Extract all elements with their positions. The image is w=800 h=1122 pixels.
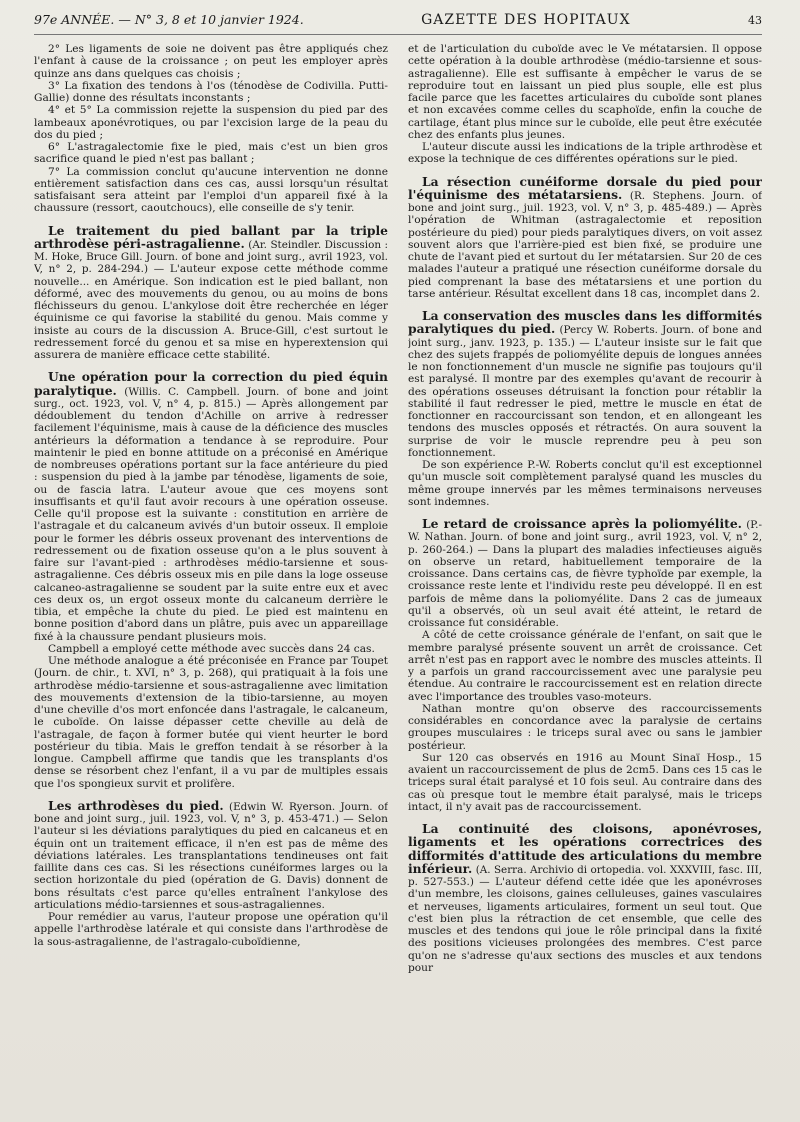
article-pied-equin xyxy=(34,371,388,790)
paragraph: Une méthode analogue a été préconisée en France par Toupet (Journ. de chir., t. XVI, n° 3, p. 268), qui pratiquait à la fois une arthrodèse médio-tarsienne et sous-astragalienne avec limitation des mouvements d'extension de la tibio-tarsienne, au moyen d'une cheville d'os mort enfoncée dans l'astragale, le calcaneum, le cuboïde. On laisse dépasser cette cheville au delà de l'astragale, de façon à former butée qui vient heurter le bord postérieur du tibia. Mais le greffon tendait à se résorber à la longue. Campbell affirme que tandis que les transplants d'os dense se résorbent chez l'enfant, il a vu par de multiples essais que l'os spongieux survit et prolifère. xyxy=(34,655,388,790)
list-item: 3° La fixation des tendons à l'os (ténodèse de Codivilla. Putti-Gallie) donne des résultats inconstants ; xyxy=(34,79,388,104)
paragraph: L'auteur discute aussi les indications de la triple arthrodèse et expose la technique de ces différentes opérations sur le pied. xyxy=(408,141,762,166)
article-conservation-muscles xyxy=(408,310,762,508)
article-title: La conservation des muscles dans les difformités paralytiques du pied. xyxy=(408,308,762,337)
two-column-body xyxy=(34,43,762,974)
article-text: Selon l'auteur si les déviations paralytiques du pied en calcaneus et en équin ont un traitement efficace, il n'en est pas de même des déviations latérales. Les transplantations tendineuses ont fait faillite dans ces cas. Si les résections cunéiformes larges ou la section horizontale du pied (opération de G. Davis) donnent de bons résultats c'est parce qu'elles entraînent l'ankylose des articulations médio-tarsiennes et sous-astragaliennes. xyxy=(34,813,388,911)
article-reference: (Willis. C. Campbell. Journ. of bone and joint surg., oct. 1923, vol. V, n° 4, p. 815.) — xyxy=(34,385,388,410)
article-text: Dans la plupart des maladies infectieuses aiguës on observe un retard, habituellement temporaire de la croissance. Dans certains cas, de fièvre typhoïde par exemple, la croissance reste lente et l'individu reste peu développé. Il en est parfois de même dans la poliomyélite. Dans 2 cas de jumeaux qu'il a observés, où un seul avait été atteint, le retard de croissance fut considérable. xyxy=(408,543,762,629)
article-title: La résection cunéiforme dorsale du pied pour l'équinisme des métatarsiens. xyxy=(408,173,762,202)
article-reference: (P.-W. Nathan. Journ. of bone and joint surg., avril 1923, vol. V, n° 2, p. 260-264.) — xyxy=(408,519,762,556)
list-item: 7° La commission conclut qu'aucune intervention ne donne entièrement satisfaction dans ces cas, aussi lorsqu'un résultat satisfaisant sera atteint par l'emploi d'un appareil fixé à la chaussure (ressort, caoutchoucs), elle conseille de s'y tenir. xyxy=(34,165,388,215)
article-retard-croissance xyxy=(408,518,762,813)
paragraph: et de l'articulation du cuboïde avec le Ve métatarsien. Il oppose cette opération à la double arthrodèse (médio-tarsienne et sous-astragalienne). Elle est suffisante à empêcher le varus de se reproduire tout en laissant un pied plus souple, elle est plus facile parce que les facettes articulaires du cuboïde sont planes et non excavées comme celles du scaphoïde, enfin la couche de cartilage, étant plus mince sur le cuboïde, elle peut être exécutée chez des enfants plus jeunes. xyxy=(408,43,762,141)
paragraph: Campbell a employé cette méthode avec succès dans 24 cas. xyxy=(48,642,375,655)
list-item: 2° Les ligaments de soie ne doivent pas être appliqués chez l'enfant à cause de la croissance ; on peut les employer après quinze ans dans quelques cas choisis ; xyxy=(34,43,388,80)
paragraph: Sur 120 cas observés en 1916 au Mount Sinaï Hosp., 15 avaient un raccourcissement de plus de 2cm5. Dans ces 15 cas le triceps sural était paralysé et 10 fois seul. Au contraire dans des cas où presque tout le membre était paralysé, mais le triceps intact, il n'y avait pas de raccourcissement. xyxy=(408,751,762,813)
article-text: L'auteur défend cette idée que les aponévroses d'un membre, les cloisons, gaines celluleuses, gaines vasculaires et nerveuses, ligaments articulaires, forment un seul tout. Que c'est bien plus la rétraction de cet ensemble, que celle des muscles et des tendons qui joue le rôle principal dans la fixité des positions vicieuses prolongées des membres. C'est parce qu'on ne s'adresse qu'aux sections des muscles et aux tendons pour xyxy=(408,876,762,974)
article-reference: (A. Serra. Archivio di ortopedia. vol. XXXVIII, fasc. III, p. 527-553.) — xyxy=(408,863,762,888)
paragraph: De son expérience P.-W. Roberts conclut qu'il est exceptionnel qu'un muscle soit complètement paralysé quand les muscles du même groupe innervés par les mêmes terminaisons nerveuses sont indemnes. xyxy=(408,459,762,508)
article-text: L'auteur expose cette méthode comme nouvelle... en Amérique. Son indication est le pied ballant, non déformé, avec des mouvements du genou, ou au moins de bons fléchisseurs du genou. L'ankylose doit être recherchée en léger équinisme ce qui favorise la stabilité du genou. Mais comme y insiste au cours de la discussion A. Bruce-Gill, c'est surtout le redressement forcé du genou et sa mise en hyperextension qui assurera de manière efficace cette stabilité. xyxy=(34,263,388,361)
article-continuite-cloisons xyxy=(408,823,762,974)
article-text: Après allongement par dédoublement du tendon d'Achille on arrive à redresser facilement l'équinisme, mais à cause de la déficience des muscles antérieurs la déformation a tendance à se reproduire. Pour maintenir le pied en bonne attitude on a préconisé en Amérique de nombreuses opérations portant sur la face antérieure du pied : suspension du pied à la jambe par ténodèse, ligaments de soie, ou de fascia latra. L'auteur avoue que ces moyens sont insuffisants et qu'il faut avoir recours à une opération osseuse. Celle qu'il propose est la suivante : constitution en arrière de l'astragale et du calcaneum avivés d'un butoir osseux. Il emploie pour le former les débris osseux provenant des interventions de redressement ou de fixation osseuse qu'on a le plus souvent à faire sur l'avant-pied : arthrodèses médio-tarsienne et sous-astragalienne. Ces débris osseux mis en pile dans la loge osseuse calcaneo-astragalienne se soudent par la suite entre eux et avec ces deux os, un ergot osseux monte du calcaneum derrière le tibia, et empêche la chute du pied. Le pied est maintenu en bonne position d'abord dans un plâtre, puis avec un appareillage fixé à la chaussure pendant plusieurs mois. xyxy=(34,397,388,643)
paragraph: Nathan montre qu'on observe des raccourcissements considérables en concordance avec la paralysie de certains groupes musculaires : le triceps sural avec ou sans le jambier postérieur. xyxy=(408,702,762,752)
article-triple-arthrodese xyxy=(34,222,388,362)
issue-info: 97e ANNÉE. — N° 3, 8 et 10 janvier 1924. xyxy=(34,12,304,27)
article-text: Après l'opération de Whitman (astragalectomie et reposition postérieure du pied) pour pieds paralytiques divers, on voit assez souvent alors que l'arrière-pied est bien fixé, se produire une chute de l'avant pied et surtout du Ier métatarsien. Sur 20 de ces malades l'auteur a pratiqué une résection cunéiforme dorsale du pied comprenant la base des métatarsiens et une portion du tarse antérieur. Résultat excellent dans 18 cas, incomplet dans 2. xyxy=(408,202,762,300)
paragraph: A côté de cette croissance générale de l'enfant, on sait que le membre paralysé présente souvent un arrêt de croissance. Cet arrêt n'est pas en rapport avec le nombre des muscles atteints. Il y a parfois un grand raccourcissement avec une paralysie peu étendue. Au contraire le raccourcissement est en relation directe avec l'importance des troubles vaso-moteurs. xyxy=(408,629,762,703)
article-reference: (R. Stephens. Journ. of bone and joint surg., juil. 1923, vol. V, n° 3, p. 485-489.) — xyxy=(408,189,762,214)
article-reference: (Ar. Steindler. Discussion : M. Hoke, Bruce Gill. Journ. of bone and joint surg., avril 1923, vol. V, n° 2, p. 284-294.) — xyxy=(34,238,388,276)
article-arthrodeses xyxy=(34,797,388,948)
article-reference: (Edwin W. Ryerson. Journ. of bone and joint surg., juil. 1923, vol. V, n° 3, p. 453-471.) — xyxy=(34,800,388,825)
article-text: L'auteur insiste sur le fait que chez des sujets frappés de poliomyélite depuis de longues années le non fonctionnement d'un muscle ne signifie pas toujours qu'il est paralysé. Il montre par des exemples qu'avant de recourir à des opérations osseuses détruisant la fonction pour rétablir la stabilité il faut redresser le pied, mettre le muscle en état de fonctionner en raccourcissant son tendon, et en allongeant les tendons des muscles opposés et rétractés. On aura souvent la surprise de voir le muscle reprendre peu à peu son fonctionnement. xyxy=(408,336,762,459)
left-column xyxy=(34,43,388,974)
running-head xyxy=(34,12,762,35)
article-title: Le retard de croissance après la poliomyélite. xyxy=(422,516,742,531)
article-title: La continuité des cloisons, aponévroses, ligaments et les opérations correctrices des difformités d'attitude des articulations du membre inférieur. xyxy=(408,821,762,876)
page-number: 43 xyxy=(747,14,762,27)
article-title: Les arthrodèses du pied. xyxy=(48,797,224,813)
right-column xyxy=(408,43,762,974)
article-title: Le traitement du pied ballant par la triple arthrodèse péri-astragalienne. xyxy=(34,222,388,251)
paragraph: Pour remédier au varus, l'auteur propose une opération qu'il appelle l'arthrodèse latérale et qui consiste dans l'arthrodèse de la sous-astragalienne, de l'astragalo-cuboïdienne, xyxy=(34,911,388,948)
article-title: Une opération pour la correction du pied équin paralytique. xyxy=(34,369,388,398)
list-item: 6° L'astragalectomie fixe le pied, mais c'est un bien gros sacrifice quand le pied n'est pas ballant ; xyxy=(34,141,388,166)
article-resection-cuneiforme xyxy=(408,173,762,301)
article-reference: (Percy W. Roberts. Journ. of bone and joint surg., janv. 1923, p. 135.) — xyxy=(408,324,762,349)
journal-title: GAZETTE DES HOPITAUX xyxy=(421,12,631,28)
list-item: 4° et 5° La commission rejette la suspension du pied par des lambeaux aponévrotiques, ou par l'excision large de la peau du dos du pied ; xyxy=(34,104,388,141)
